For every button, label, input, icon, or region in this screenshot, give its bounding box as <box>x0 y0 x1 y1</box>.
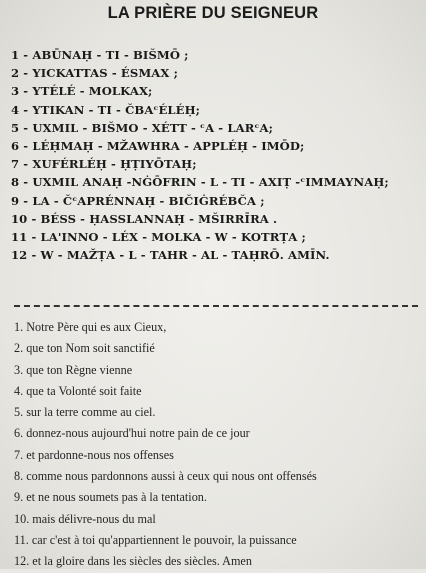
translation-line <box>14 445 422 466</box>
transliteration-list <box>11 46 421 264</box>
line-text: et pardonne-nous nos offenses <box>26 447 174 462</box>
translation-line <box>14 360 422 381</box>
translation-line <box>14 530 422 551</box>
transliteration-line: 11 - LA'INNO - LÉX - MOLKA - W - KOTRṬA ; <box>11 229 306 244</box>
line-number: 6. <box>14 426 24 441</box>
line-text: et la gloire dans les siècles des siècles. Amen <box>32 554 252 569</box>
translation-line <box>14 381 422 402</box>
line-number: 10. <box>14 511 30 526</box>
translation-line <box>14 551 422 572</box>
translation-list <box>14 317 422 573</box>
transliteration-line: 8 - UXMIL ANAḤ -NĠŌFRIN - L - TI - AXIṬ -ᶜIMMAYNAḤ; <box>11 175 389 190</box>
line-number: 11. <box>14 532 29 547</box>
translation-line <box>14 466 422 487</box>
line-text: comme nous pardonnons aussi à ceux qui nous ont offensés <box>26 469 317 484</box>
transliteration-line: 12 - W - MAŽṬA - L - TAHR - AL - TAḤRŌ. AMĪN. <box>11 248 330 263</box>
line-text: que ta Volonté soit faite <box>26 383 142 398</box>
translation-line <box>14 317 422 338</box>
transliteration-line: 6 - LÉḤMAḤ - MŽAWHRA - APPLÉḤ - IMŌD; <box>11 138 305 153</box>
line-text: sur la terre comme au ciel. <box>26 405 156 420</box>
line-number: 4. <box>14 383 24 398</box>
line-number: 8. <box>14 469 24 484</box>
line-number: 2. <box>14 341 24 356</box>
translation-line <box>14 509 422 530</box>
line-text: donnez-nous aujourd'hui notre pain de ce jour <box>26 426 250 441</box>
transliteration-line: 3 - YTÉLÉ - MOLKAX; <box>11 84 153 99</box>
line-number: 12. <box>14 554 30 569</box>
translation-line <box>14 402 422 423</box>
line-text: Notre Père qui es aux Cieux, <box>26 320 167 334</box>
translation-line <box>14 423 422 444</box>
page-title: LA PRIÈRE DU SEIGNEUR <box>107 4 319 22</box>
transliteration-line: 5 - UXMIL - BIŠMO - XÉTT - ᶜA - LARᶜA; <box>11 120 273 135</box>
transliteration-line: 4 - YTIKAN - TI - ČBAᶜÉLÉḤ; <box>11 102 201 117</box>
line-text: et ne nous soumets pas à la tentation. <box>26 490 207 505</box>
transliteration-line: 1 - ABŪNAḤ - TI - BIŠMŌ ; <box>11 48 189 62</box>
line-number: 1. <box>14 320 24 334</box>
line-number: 3. <box>14 362 24 377</box>
line-number: 9. <box>14 490 24 505</box>
translation-line <box>14 338 422 359</box>
line-text: car c'est à toi qu'appartiennent le pouvoir, la puissance <box>31 532 297 547</box>
line-number: 7. <box>14 447 24 462</box>
transliteration-line: 2 - YICKATTAS - ÉSMAX ; <box>11 66 178 81</box>
line-text: que ton Nom soit sanctifié <box>26 341 155 356</box>
line-number: 5. <box>14 405 24 420</box>
line-text: mais délivre-nous du mal <box>32 511 156 526</box>
line-text: que ton Règne vienne <box>26 362 133 377</box>
dashed-divider <box>14 305 418 307</box>
transliteration-line: 7 - XUFÉRLÉḤ - ḤṬIYŌTAḤ; <box>11 157 197 172</box>
transliteration-line: 10 - BÉSS - ḤASSLANNAḤ - MŠIRRĪRA . <box>11 211 278 226</box>
transliteration-line: 9 - LA - ČᶜAPRÉNNAḤ - BIČIĠRÉBČA ; <box>11 193 265 208</box>
translation-line <box>14 487 422 508</box>
